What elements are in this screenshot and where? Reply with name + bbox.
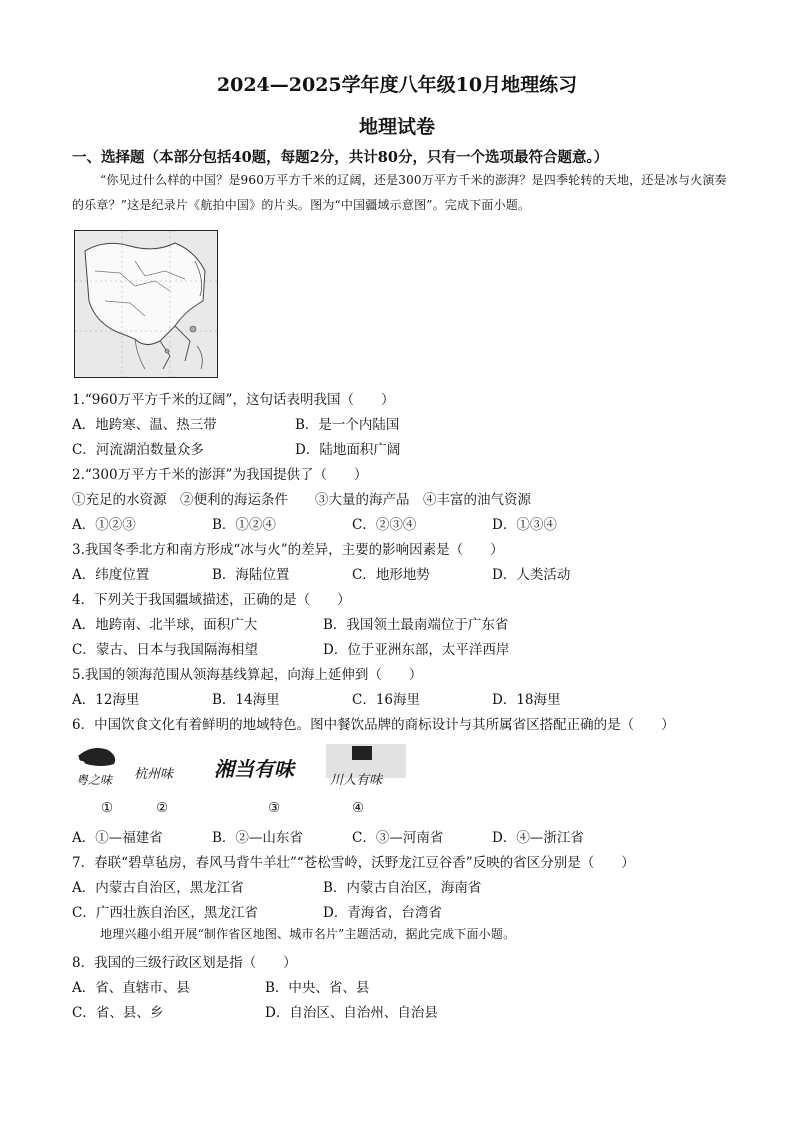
intro-passage: “你见过什么样的中国？是960万平方千米的辽阔，还是300万平方千米的澎湃？是四季轮转的天地，还是冰与火演奏的乐章？”这是纪录片《航拍中国》的片头。图为“中国疆域示意图”。完成下面小题。 [72, 173, 727, 212]
question-2-stem: 2.“300万平方千米的澎湃”为我国提供了（ ） [72, 467, 368, 483]
q3-option-b: B．海陆位置 [212, 567, 290, 583]
q5-option-b: B．14海里 [212, 692, 280, 708]
exam-title: 2024—2025学年度八年级10月地理练习 [216, 74, 578, 96]
q2-option-d: D．①③④ [492, 517, 557, 533]
china-territory-map [74, 230, 218, 378]
intro-passage-2: 地理兴趣小组开展“制作省区地图、城市名片”主题活动，据此完成下面小题。 [100, 927, 516, 941]
q4-option-b: B．我国领土最南端位于广东省 [323, 617, 509, 633]
q3-option-d: D．人类活动 [492, 567, 571, 583]
restaurant-logos [74, 742, 414, 792]
logo-3-text: 湘当有味 [214, 757, 294, 781]
q2-option-c: C．②③④ [352, 517, 417, 533]
logos-graphic [74, 742, 414, 792]
q7-option-d: D．青海省，台湾省 [323, 905, 442, 921]
q4-option-c: C．蒙古、日本与我国隔海相望 [72, 642, 258, 658]
q2-option-a: A．①②③ [72, 517, 136, 533]
logo-label-4: ④ [352, 800, 365, 816]
q1-option-c: C．河流湖泊数量众多 [72, 442, 204, 458]
q1-option-d: D．陆地面积广阔 [295, 442, 401, 458]
logo-label-1: ① [101, 800, 114, 816]
q8-option-a: A．省、直辖市、县 [72, 980, 190, 996]
question-4-stem: 4．下列关于我国疆域描述，正确的是（ ） [72, 592, 351, 608]
question-1-stem: 1.“960万平方千米的辽阔”，这句话表明我国（ ） [72, 392, 395, 408]
q6-option-d: D．④—浙江省 [492, 830, 584, 846]
q4-option-d: D．位于亚洲东部，太平洋西岸 [323, 642, 510, 658]
q1-option-a: A．地跨寒、温、热三带 [72, 417, 217, 433]
q4-option-a: A．地跨南、北半球，面积广大 [72, 617, 258, 633]
q2-option-b: B．①②④ [212, 517, 276, 533]
q8-option-d: D．自治区、自治州、自治县 [265, 1005, 438, 1021]
logo-label-3: ③ [268, 800, 281, 816]
section-heading: 一、选择题（本部分包括40题，每题2分，共计80分，只有一个选项最符合题意。） [72, 149, 609, 166]
question-5-stem: 5.我国的领海范围从领海基线算起，向海上延伸到（ ） [72, 667, 423, 683]
q7-option-a: A．内蒙古自治区，黑龙江省 [72, 880, 244, 896]
q6-option-b: B．②—山东省 [212, 830, 303, 846]
q8-option-c: C．省、县、乡 [72, 1005, 164, 1021]
q1-option-b: B．是一个内陆国 [295, 417, 400, 433]
question-6-stem: 6．中国饮食文化有着鲜明的地域特色。图中餐饮品牌的商标设计与其所属省区搭配正确的是（ ） [72, 717, 675, 733]
question-7-stem: 7．春联“碧草毡房，春风马背牛羊壮”“苍松雪岭，沃野龙江豆谷香”反映的省区分别是（ ） [72, 855, 635, 871]
q8-option-b: B．中央、省、县 [265, 980, 370, 996]
q3-option-a: A．纬度位置 [72, 567, 150, 583]
question-8-stem: 8．我国的三级行政区划是指（ ） [72, 955, 297, 971]
map-graphic [75, 231, 217, 377]
q6-option-a: A．①—福建省 [72, 830, 163, 846]
question-2-items: ①充足的水资源 ②便利的海运条件 ③大量的海产品 ④丰富的油气资源 [72, 492, 531, 508]
question-3-stem: 3.我国冬季北方和南方形成“冰与火”的差异，主要的影响因素是（ ） [72, 542, 504, 558]
q5-option-a: A．12海里 [72, 692, 140, 708]
q3-option-c: C．地形地势 [352, 567, 430, 583]
q5-option-c: C．16海里 [352, 692, 421, 708]
logo-label-2: ② [156, 800, 169, 816]
logo-2-text: 杭州味 [134, 767, 174, 782]
exam-subtitle: 地理试卷 [358, 116, 435, 138]
q5-option-d: D．18海里 [492, 692, 561, 708]
q7-option-c: C．广西壮族自治区，黑龙江省 [72, 905, 258, 921]
q7-option-b: B．内蒙古自治区，海南省 [323, 880, 482, 896]
logo-1-text: 粤之味 [76, 773, 113, 787]
q6-option-c: C．③—河南省 [352, 830, 444, 846]
logo-4-text: 川人有味 [330, 773, 383, 788]
